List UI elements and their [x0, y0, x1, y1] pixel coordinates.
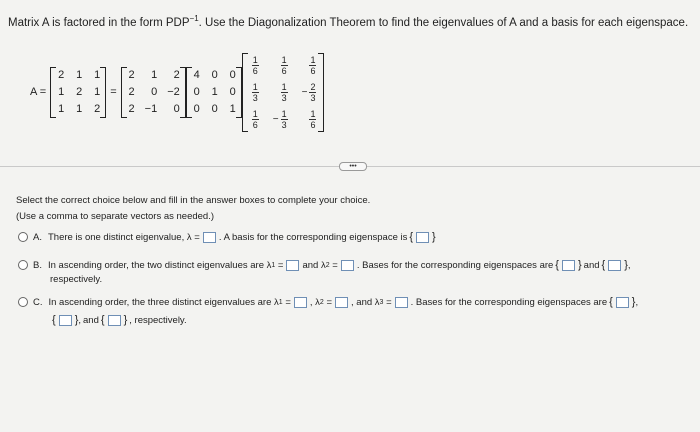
matrix-a	[50, 67, 106, 118]
pinv-cell	[250, 109, 259, 130]
a-cell: 2	[94, 102, 101, 115]
subscript-2: 2	[319, 298, 324, 306]
pinv-cell	[273, 55, 288, 76]
comma: ,	[635, 296, 639, 308]
instruction-line-1: Select the correct choice below and fill in the answer boxes to complete your choice.	[16, 195, 371, 206]
d-cell: 0	[211, 68, 218, 81]
equals: =	[277, 259, 284, 271]
pinv-cell	[250, 55, 259, 76]
choice-c-text-respectively: , respectively.	[129, 314, 187, 326]
pinv-cell	[273, 109, 288, 130]
fraction-denominator: 6	[310, 119, 316, 130]
a-cell: 1	[94, 85, 101, 98]
brace-open: {	[52, 314, 56, 326]
equals: =	[326, 296, 333, 308]
subscript-3: 3	[379, 298, 384, 306]
fraction-numerator: 1	[281, 108, 287, 119]
brace-open: {	[409, 231, 414, 243]
answer-box-b-basis1[interactable]	[562, 260, 575, 271]
a-cell: 2	[76, 85, 83, 98]
a-label: A =	[30, 86, 47, 98]
subscript-1: 1	[278, 298, 283, 306]
choice-c-text-2: , λ	[309, 296, 320, 308]
p-cell: 0	[173, 102, 180, 115]
answer-box-b-basis2[interactable]	[608, 260, 621, 271]
fraction-denominator: 3	[252, 92, 258, 103]
choice-b-text-3: . Bases for the corresponding eigenspaces are	[356, 259, 554, 271]
fraction-numerator: 1	[281, 81, 287, 92]
d-cell: 0	[229, 85, 236, 98]
a-cell: 1	[58, 85, 65, 98]
choice-a-letter: A.	[33, 231, 42, 243]
fraction	[252, 82, 259, 103]
fraction-numerator: 1	[281, 54, 287, 65]
choice-c-text-4: . Bases for the corresponding eigenspaces are	[410, 296, 608, 308]
p-cell: 2	[173, 68, 180, 81]
a-cell: 2	[58, 68, 65, 81]
answer-box-b-lambda1[interactable]	[286, 260, 299, 271]
fraction-denominator: 6	[281, 65, 287, 76]
matrix-d	[186, 67, 242, 118]
fraction-denominator: 3	[281, 119, 287, 130]
brace-open: {	[555, 259, 559, 271]
brace-close: }	[74, 314, 79, 326]
fraction	[309, 109, 316, 130]
fraction	[309, 82, 316, 103]
equals: =	[285, 296, 291, 308]
p-cell: −1	[144, 102, 158, 115]
answer-box-c-basis1[interactable]	[616, 297, 629, 308]
answer-box-c-basis3[interactable]	[108, 315, 121, 326]
choice-b[interactable]	[18, 259, 633, 271]
choice-a-text-1: There is one distinct eigenvalue, λ =	[47, 231, 200, 243]
brace-close: }	[432, 231, 436, 243]
d-cell: 1	[229, 102, 236, 115]
choice-b-text-2: and λ	[302, 259, 326, 271]
fraction	[309, 55, 316, 76]
fraction-denominator: 6	[252, 65, 258, 76]
d-cell: 0	[193, 102, 200, 115]
question-superscript: −1	[189, 14, 199, 23]
d-cell: 0	[211, 102, 218, 115]
fraction-numerator: 1	[252, 54, 258, 65]
factorization-equation	[30, 42, 324, 142]
fraction-denominator: 6	[310, 65, 316, 76]
choice-c-text-3: , and λ	[351, 296, 380, 308]
brace-close: }	[577, 259, 582, 271]
fraction-sign: −	[301, 86, 308, 98]
choice-c-text-1: In ascending order, the three distinct eigenvalues are λ	[48, 296, 279, 308]
answer-box-c-basis2[interactable]	[59, 315, 72, 326]
p-cell: 1	[151, 68, 158, 81]
p-cell: 2	[128, 102, 135, 115]
answer-box-c-lambda2[interactable]	[335, 297, 348, 308]
a-cell: 1	[58, 102, 65, 115]
fraction	[252, 109, 259, 130]
choice-b-text-1: In ascending order, the two distinct eigenvalues are λ	[47, 259, 272, 271]
matrix-p	[121, 67, 186, 118]
subscript-2: 2	[325, 261, 330, 269]
answer-box-a-eigenvalue[interactable]	[203, 232, 216, 243]
fraction	[281, 55, 288, 76]
question-suffix: . Use the Diagonalization Theorem to find the eigenvalues of A and a basis for each eigenspace.	[198, 16, 689, 29]
matrix-p-inverse	[242, 53, 325, 132]
choice-a[interactable]	[18, 231, 438, 243]
fraction-numerator: 1	[252, 81, 258, 92]
d-cell: 0	[193, 85, 200, 98]
choice-a-text-2: . A basis for the corresponding eigenspace is	[218, 231, 408, 243]
choice-c-text-and: and	[83, 314, 99, 326]
pinv-cell	[250, 82, 259, 103]
fraction-denominator: 3	[281, 92, 287, 103]
pinv-cell	[273, 82, 288, 103]
choice-c-continuation	[50, 314, 187, 326]
a-cell: 1	[76, 68, 83, 81]
question-prefix: Matrix A is factored in the form PDP	[8, 16, 190, 29]
answer-box-c-lambda1[interactable]	[294, 297, 307, 308]
brace-open: {	[609, 296, 613, 308]
brace-close: }	[624, 259, 628, 271]
fraction-numerator: 1	[252, 108, 258, 119]
equals-sign: =	[110, 86, 117, 98]
p-cell: 2	[128, 68, 135, 81]
answer-box-c-lambda3[interactable]	[395, 297, 408, 308]
fraction-denominator: 6	[252, 119, 258, 130]
a-cell: 1	[94, 68, 101, 81]
choice-b-text-4: and	[583, 259, 600, 271]
fraction	[281, 109, 288, 130]
p-cell: −2	[167, 85, 180, 98]
answer-box-a-basis[interactable]	[416, 232, 429, 243]
radio-a[interactable]	[18, 232, 28, 242]
fraction-numerator: 2	[310, 81, 316, 92]
d-cell: 4	[193, 68, 200, 81]
radio-c[interactable]	[18, 297, 28, 307]
radio-b[interactable]	[18, 260, 28, 270]
p-cell: 2	[128, 85, 135, 98]
brace-open: {	[601, 259, 606, 271]
answer-box-b-lambda2[interactable]	[341, 260, 354, 271]
more-button[interactable]: •••	[339, 162, 367, 171]
d-cell: 1	[211, 85, 218, 98]
equals: =	[332, 259, 338, 271]
p-cell: 0	[151, 85, 158, 98]
choice-b-continuation: respectively.	[50, 274, 103, 285]
brace-close: }	[631, 296, 636, 308]
fraction	[252, 55, 259, 76]
subscript-1: 1	[271, 261, 276, 269]
fraction-denominator: 3	[310, 92, 316, 103]
pinv-cell	[302, 55, 317, 76]
choice-b-letter: B.	[33, 259, 42, 271]
a-cell: 1	[76, 102, 83, 115]
d-cell: 0	[229, 68, 236, 81]
choice-c[interactable]	[18, 296, 640, 308]
equals: =	[386, 296, 392, 308]
comma: ,	[78, 314, 82, 326]
fraction	[281, 82, 288, 103]
fraction-sign: −	[272, 113, 279, 125]
fraction-numerator: 1	[310, 108, 316, 119]
instruction-line-2: (Use a comma to separate vectors as needed.)	[16, 211, 215, 222]
brace-open: {	[100, 314, 105, 326]
fraction-numerator: 1	[310, 54, 316, 65]
question-text	[8, 14, 688, 29]
pinv-cell	[302, 82, 317, 103]
choice-c-letter: C.	[33, 296, 43, 308]
comma: ,	[627, 259, 631, 271]
brace-close: }	[123, 314, 128, 326]
pinv-cell	[302, 109, 317, 130]
